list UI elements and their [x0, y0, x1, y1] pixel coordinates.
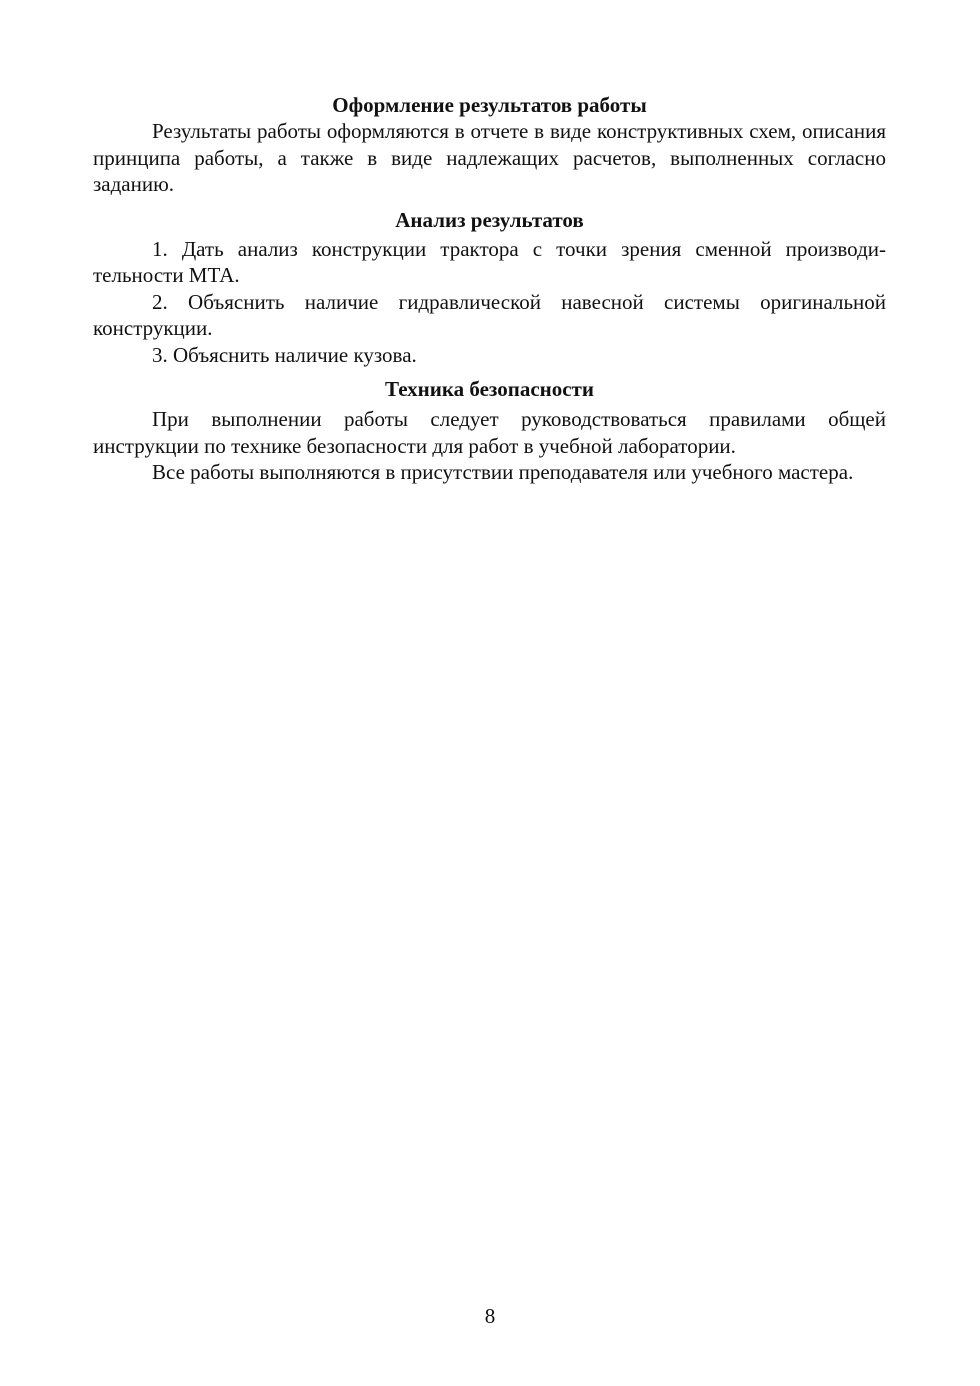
analysis-item-2: 2. Объяснить наличие гидравлической навесной системы оригинальной конструкции.	[93, 289, 886, 340]
analysis-item-3: 3. Объяснить наличие кузова.	[152, 342, 417, 367]
section-title-results-analysis: Анализ результатов	[395, 207, 584, 232]
page-number: 8	[484, 1304, 496, 1328]
paragraph-safety-1: При выполнении работы следует руководствоваться правилами общей инструкции по технике безопасности для работ в учебной лаборатории.	[93, 407, 886, 458]
section-title-safety: Техника безопасности	[385, 377, 594, 401]
document-page	[93, 92, 886, 486]
section-title-results-format: Оформление результатов работы	[332, 93, 647, 117]
analysis-item-1: 1. Дать анализ конструкции трактора с точки зрения сменной производительности МТА.	[93, 236, 886, 287]
paragraph-safety-2: Все работы выполняются в присутствии преподавателя или учебного мастера.	[152, 460, 854, 484]
paragraph-results-format: Результаты работы оформляются в отчете в виде конструктивных схем, описания принципа работы, а также в виде надлежащих расчетов, выполненных согласно заданию.	[93, 119, 886, 196]
